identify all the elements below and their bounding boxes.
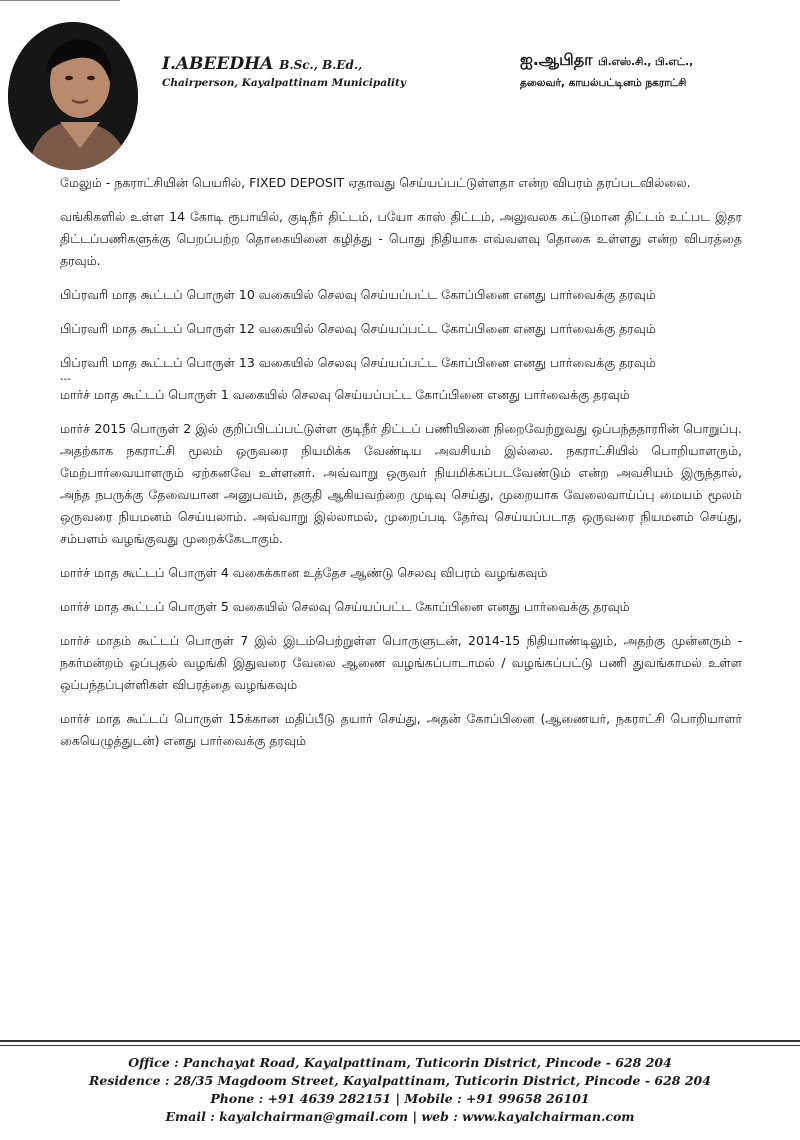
letter-body <box>60 172 742 764</box>
paragraph: மார்ச் மாத கூட்டப் பொருள் 1 வகையில் செலவு செய்யப்பட்ட கோப்பினை எனது பார்வைக்கு தரவும் <box>60 387 630 402</box>
paragraph: வங்கிகளில் உள்ள 14 கோடி ரூபாயில், குடிநீர் திட்டம், பயோ காஸ் திட்டம், அலுவலக கட்டுமான திட்டம் உட்பட இதர திட்டப்பணிகளுக்கு பெறப்பற்ற தொகையினை கழித்து - பொது நிதியாக எவ்வளவு தொகை உள்ளது என்ற விபரத்தை தரவும். <box>60 209 742 268</box>
email-web: Email : kayalchairman@gmail.com | web : www.kayalchairman.com <box>165 1109 635 1124</box>
paragraph: மார்ச் மாத கூட்டப் பொருள் 4 வகைக்கான உத்தேச ஆண்டு செலவு விபரம் வழங்கவும் <box>60 565 548 580</box>
name-en: I.ABEEDHA <box>162 54 274 74</box>
name-ta: ஐ.ஆபிதா <box>520 50 593 69</box>
paragraph: மார்ச் 2015 பொருள் 2 இல் குறிப்பிடப்பட்டுள்ள குடிநீர் திட்டப் பணியினை நிறைவேற்றுவது ஒப்பந்ததாரரின் பொறுப்பு. அதற்காக நகராட்சி மூலம் ஒருவரை நியமிக்க வேண்டிய அவசியம் இல்லை. நகராட்சியில் பொறியாளரும், மேற்பார்வையாளரும் ஏற்கனவே உள்ளனர். அவ்வாறு ஒருவர் நியமிக்கப்படவேண்டும் என்ற அவசியம் இருந்தால், அந்த நபருக்கு தேவையான அனுபவம், தகுதி ஆகியவற்றை முடிவு செய்து, முறையாக வேலைவாய்ப்பு மையம் மூலம் ஒருவரை நியமனம் செய்யலாம். அவ்வாறு இல்லாமல், முறைப்படி தேர்வு செய்யப்படாத ஒருவரை நியமனம் செய்து, சம்பளம் வழங்குவது முறைக்கேடாகும். <box>60 421 742 546</box>
paragraph: மார்ச் மாத கூட்டப் பொருள் 5 வகையில் செலவு செய்யப்பட்ட கோப்பினை எனது பார்வைக்கு தரவும் <box>60 599 630 614</box>
paragraph: மேலும் - நகராட்சியின் பெயரில், FIXED DEPOSIT ஏதாவது செய்யப்பட்டுள்ளதா என்ற விபரம் தரப்படவில்லை. <box>60 175 691 190</box>
paragraph: பிப்ரவரி மாத கூட்டப் பொருள் 12 வகையில் செலவு செய்யப்பட்ட கோப்பினை எனது பார்வைக்கு தரவும் <box>60 321 656 336</box>
top-edge-line <box>0 0 120 1</box>
phone-numbers: Phone : +91 4639 282151 | Mobile : +91 99658 26101 <box>210 1091 590 1106</box>
footer-rule-thin <box>0 1045 800 1046</box>
footer-rule-thick <box>0 1040 800 1042</box>
role-english: Chairperson, Kayalpattinam Municipality <box>162 77 406 89</box>
portrait-photo <box>8 22 138 170</box>
office-address: Office : Panchayat Road, Kayalpattinam, Tuticorin District, Pincode - 628 204 <box>128 1055 672 1070</box>
paragraph: மார்ச் மாத கூட்டப் பொருள் 15க்கான மதிப்பீடு தயார் செய்து, அதன் கோப்பினை (ஆணையர், நகராட்சி பொறியாளர் கையெழுத்துடன்) எனது பார்வைக்கு தரவும் <box>60 711 742 748</box>
chairperson-name-tamil <box>520 50 800 71</box>
paragraph: பிப்ரவரி மாத கூட்டப் பொருள் 13 வகையில் செலவு செய்யப்பட்ட கோப்பினை எனது பார்வைக்கு தரவும் <box>60 355 656 370</box>
portrait-icon <box>8 22 138 170</box>
role-tamil: தலைவர், காயல்பட்டினம் நகராட்சி <box>520 77 687 89</box>
degree-en: B.Sc., B.Ed., <box>279 58 363 72</box>
footer-contact <box>0 1054 800 1126</box>
residence-address: Residence : 28/35 Magdoom Street, Kayalpattinam, Tuticorin District, Pincode - 628 204 <box>89 1073 711 1088</box>
header-english <box>162 54 432 89</box>
paragraph: பிப்ரவரி மாத கூட்டப் பொருள் 10 வகையில் செலவு செய்யப்பட்ட கோப்பினை எனது பார்வைக்கு தரவும் <box>60 287 656 302</box>
paragraph: மார்ச் மாதம் கூட்டப் பொருள் 7 இல் இடம்பெற்றுள்ள பொருளுடன், 2014-15 நிதியாண்டிலும், அதற்கு முன்னரும் - நகர்மன்றம் ஒப்புதல் வழங்கி இதுவரை வேலை ஆணை வழங்கப்பாடாமல் / வழங்கப்பட்டு பணி துவங்காமல் உள்ள ஒப்பந்தப்புள்ளிகள் விபரத்தை வழங்கவும் <box>60 633 742 692</box>
chairperson-name-english <box>162 54 432 74</box>
separator-mark: --- <box>60 374 71 385</box>
header-tamil <box>520 50 800 90</box>
degree-ta: பி.எஸ்.சி., பி.எட்., <box>598 56 694 68</box>
